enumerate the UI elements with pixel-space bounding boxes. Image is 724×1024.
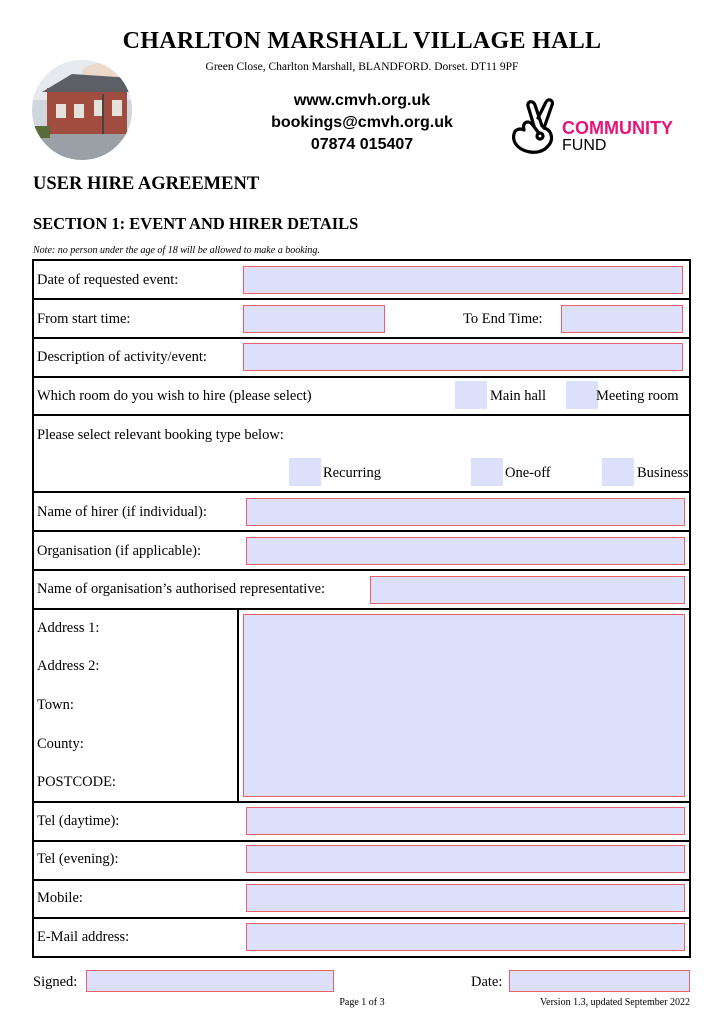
table-line <box>33 801 690 803</box>
table-line <box>33 491 690 493</box>
signature-date-label: Date: <box>471 974 503 990</box>
table-line <box>33 298 690 300</box>
description-label: Description of activity/event: <box>37 349 207 365</box>
table-line <box>33 569 690 571</box>
table-line <box>33 337 690 339</box>
signed-label: Signed: <box>33 974 78 990</box>
signature-date-field[interactable] <box>509 970 690 992</box>
version-text: Version 1.3, updated September 2022 <box>540 997 690 1008</box>
tel-evening-label: Tel (evening): <box>37 851 119 867</box>
business-checkbox[interactable] <box>602 458 634 486</box>
hirer-name-label: Name of hirer (if individual): <box>37 504 207 520</box>
mobile-label: Mobile: <box>37 890 83 906</box>
business-label: Business <box>637 465 689 481</box>
village-hall-photo <box>32 60 132 160</box>
organisation-label: Organisation (if applicable): <box>37 543 202 559</box>
table-line <box>33 608 690 610</box>
mobile-field[interactable] <box>246 884 685 912</box>
address1-label: Address 1: <box>37 620 100 636</box>
start-time-label: From start time: <box>37 311 131 327</box>
one-off-checkbox[interactable] <box>471 458 503 486</box>
hall-title: CHARLTON MARSHALL VILLAGE HALL <box>122 28 602 54</box>
county-label: County: <box>37 736 84 752</box>
end-time-field[interactable] <box>561 305 683 333</box>
table-border-left <box>32 259 34 958</box>
phone-text: 07874 015407 <box>310 136 414 153</box>
fingers-crossed-icon <box>508 96 560 156</box>
room-label: Which room do you wish to hire (please select) <box>37 388 312 404</box>
table-line <box>33 879 690 881</box>
table-line <box>33 530 690 532</box>
email-label: E-Mail address: <box>37 929 130 945</box>
table-line <box>33 917 690 919</box>
section-title: SECTION 1: EVENT AND HIRER DETAILS <box>33 214 359 233</box>
logo-text-fund: FUND <box>562 137 607 154</box>
table-line <box>33 414 690 416</box>
tel-evening-field[interactable] <box>246 845 685 873</box>
description-field[interactable] <box>243 343 683 371</box>
table-line <box>33 956 690 958</box>
start-time-field[interactable] <box>243 305 385 333</box>
address2-label: Address 2: <box>37 658 100 674</box>
document-title: USER HIRE AGREEMENT <box>33 174 260 194</box>
tel-daytime-label: Tel (daytime): <box>37 813 120 829</box>
address-divider <box>237 608 239 802</box>
table-border-right <box>689 259 691 958</box>
event-date-field[interactable] <box>243 266 683 294</box>
email-field[interactable] <box>246 923 685 951</box>
recurring-label: Recurring <box>323 465 381 481</box>
hirer-name-field[interactable] <box>246 498 685 526</box>
representative-field[interactable] <box>370 576 685 604</box>
table-line <box>33 259 690 261</box>
email-text: bookings@cmvh.org.uk <box>271 114 453 131</box>
page-number: Page 1 of 3 <box>339 997 385 1008</box>
meeting-room-checkbox[interactable] <box>566 381 598 409</box>
event-date-label: Date of requested event: <box>37 272 179 288</box>
table-line <box>33 840 690 842</box>
postcode-label: POSTCODE: <box>37 774 116 790</box>
representative-label: Name of organisation’s authorised representative: <box>37 581 326 597</box>
community-fund-logo <box>508 96 694 158</box>
end-time-label: To End Time: <box>463 311 543 327</box>
address-field[interactable] <box>243 614 685 797</box>
meeting-room-label: Meeting room <box>596 388 679 404</box>
table-line <box>33 376 690 378</box>
one-off-label: One-off <box>505 465 551 481</box>
logo-text-community: COMMUNITY <box>562 118 673 138</box>
main-hall-label: Main hall <box>490 388 546 404</box>
website-text: www.cmvh.org.uk <box>293 92 431 109</box>
tel-daytime-field[interactable] <box>246 807 685 835</box>
recurring-checkbox[interactable] <box>289 458 321 486</box>
booking-type-label: Please select relevant booking type below: <box>37 427 284 443</box>
town-label: Town: <box>37 697 74 713</box>
organisation-field[interactable] <box>246 537 685 565</box>
age-note: Note: no person under the age of 18 will be allowed to make a booking. <box>33 245 320 256</box>
hall-address: Green Close, Charlton Marshall, BLANDFORD. Dorset. DT11 9PF <box>205 61 519 73</box>
signature-field[interactable] <box>86 970 334 992</box>
main-hall-checkbox[interactable] <box>455 381 487 409</box>
